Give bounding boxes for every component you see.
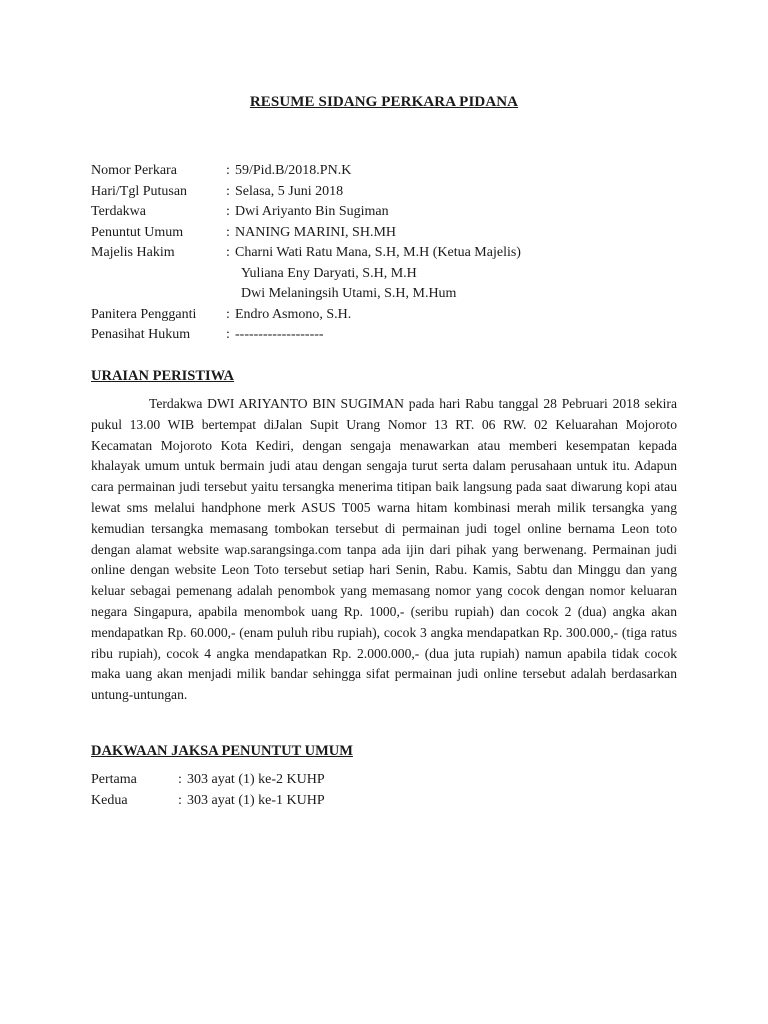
charge-separator: : [178,792,182,808]
info-separator [226,284,235,305]
info-separator: : [226,224,230,240]
case-info-table [91,161,691,346]
charge-separator: : [178,772,182,787]
charge-key: Pertama [91,772,137,787]
info-key: Penuntut Umum [91,224,184,240]
info-key: Hari/Tgl Putusan [91,183,188,199]
document-title: RESUME SIDANG PERKARA PIDANA [249,94,519,110]
info-row-penuntut-umum [91,223,691,244]
info-key: Panitera Pengganti [91,306,197,322]
info-value: ------------------- [235,327,324,342]
info-row-penasihat-hukum [91,325,691,346]
info-separator [226,264,235,285]
info-value: Yuliana Eny Daryati, S.H, M.H [241,265,417,281]
uraian-peristiwa-paragraph: Terdakwa DWI ARIYANTO BIN SUGIMAN pada hari Rabu tanggal 28 Pebruari 2018 sekira pukul 13.00 WIB bertempat diJalan Supit Urang Nomor 13 RT. 06 RW. 02 Keluarahan Mojoroto Kecamatan Mojoroto Kota Kediri, dengan sengaja menawarkan atau memberi kesempatan kepada khalayak umum untuk bermain judi atau dengan sengaja turut serta dalam perusahaan untuk itu. Adapun cara permainan judi tersebut yaitu tersangka menerima titipan baik langsung pada saat diwarung kopi atau lewat sms melalui handphone merk ASUS T005 warna hitam kombinasi merah milik tersangka yang kemudian tersangka memasang tombokan tersebut di permainan judi togel online bernama Leon toto dengan alamat website wap.sarangsinga.com tanpa ada ijin dari pihak yang berwenang. Permainan judi online dengan website Leon Toto tersebut setiap hari Senin, Rabu. Kamis, Sabtu dan Minggu dan yang keluar sebagai pemenang adalah penombok yang memasang nomor yang cocok dengan nomor keluaran negara Singapura, apabila menombok uang Rp. 1000,- (seribu rupiah) dan cocok 2 (dua) angka akan mendapatkan Rp. 60.000,- (enam puluh ribu rupiah), cocok 3 angka mendapatkan Rp. 300.000,- (tiga ratus ribu rupiah), cocok 4 angka mendapatkan Rp. 2.000.000,- (dua juta rupiah) namun apabila tidak cocok maka uang akan menjadi milik bandar sehingga sifat permainan judi online tersebut adalah berdasarkan untung-untungan. [91,396,677,703]
info-value: Selasa, 5 Juni 2018 [235,183,344,199]
info-separator: : [226,327,230,342]
info-value: NANING MARINI, SH.MH [235,224,396,240]
info-value: Dwi Melaningsih Utami, S.H, M.Hum [241,286,457,301]
charge-row-kedua [91,791,591,812]
info-value: Endro Asmono, S.H. [235,306,352,322]
info-row-majelis-hakim-member [91,264,691,285]
info-value: Charni Wati Ratu Mana, S.H, M.H (Ketua Majelis) [235,245,521,260]
charge-value: 303 ayat (1) ke-1 KUHP [187,792,325,808]
dakwaan-heading: DAKWAAN JAKSA PENUNTUT UMUM [91,743,353,759]
info-row-terdakwa [91,202,691,223]
info-separator: : [226,163,230,178]
info-key [91,284,226,305]
info-row-panitera-pengganti [91,305,691,326]
info-key: Nomor Perkara [91,163,177,178]
charge-row-pertama [91,770,591,791]
charges-list [91,770,591,811]
info-value: Dwi Ariyanto Bin Sugiman [235,204,389,219]
info-value: 59/Pid.B/2018.PN.K [235,163,352,178]
info-separator: : [226,306,230,322]
info-separator: : [226,245,230,260]
info-row-hari-tgl-putusan [91,182,691,203]
info-separator: : [226,183,230,199]
charge-value: 303 ayat (1) ke-2 KUHP [187,772,325,787]
info-row-majelis-hakim-member [91,284,691,305]
info-key: Terdakwa [91,204,146,219]
info-key [91,264,226,285]
info-key: Majelis Hakim [91,245,175,260]
info-row-nomor-perkara [91,161,691,182]
info-separator: : [226,204,230,219]
info-row-majelis-hakim [91,243,691,264]
info-key: Penasihat Hukum [91,327,191,342]
uraian-peristiwa-heading: URAIAN PERISTIWA [91,368,235,384]
charge-key: Kedua [91,792,128,808]
